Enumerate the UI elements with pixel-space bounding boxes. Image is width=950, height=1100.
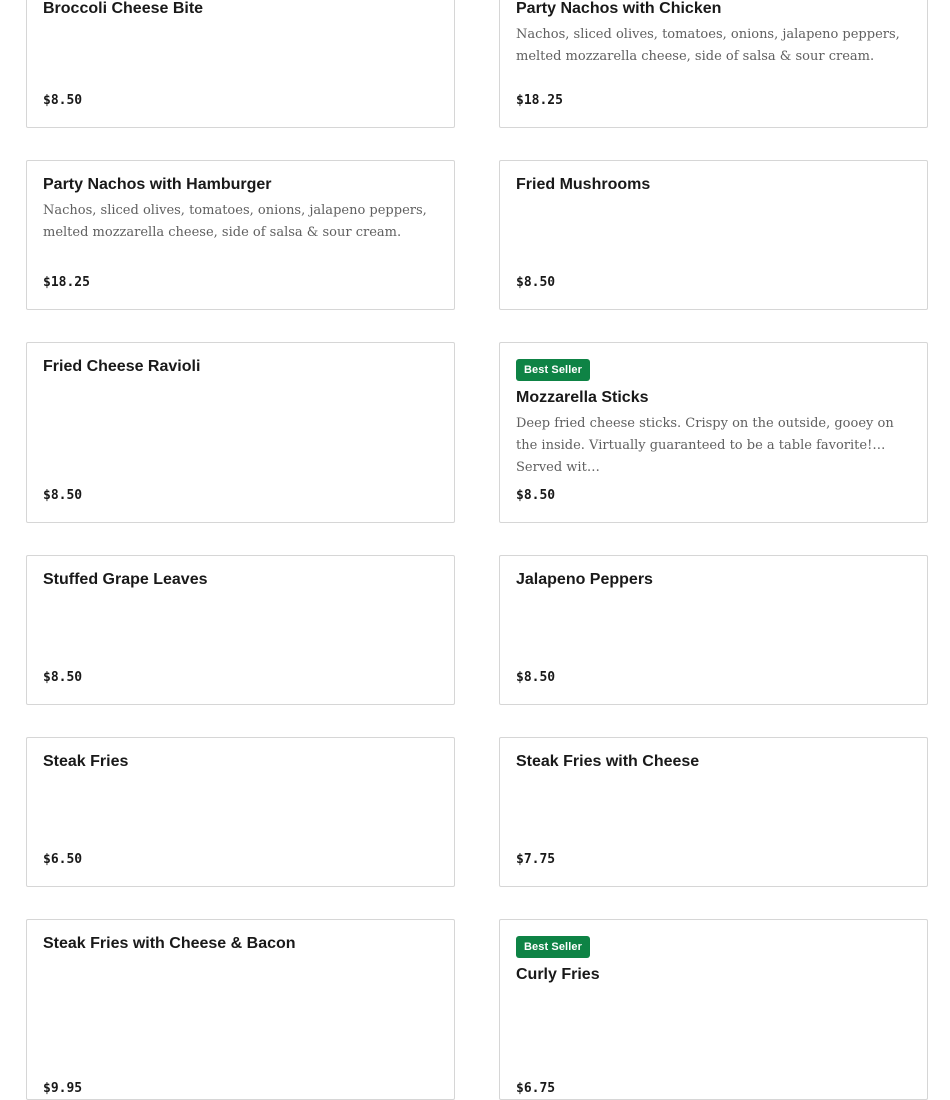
menu-item-price: $8.50 — [43, 488, 83, 503]
menu-item-price: $8.50 — [43, 670, 83, 685]
menu-item-name: Party Nachos with Hamburger — [43, 176, 272, 193]
menu-item-card[interactable] — [499, 919, 928, 1100]
menu-item-description: Nachos, sliced olives, tomatoes, onions, jalapeno peppers, melted mozzarella cheese, side of salsa & sour cream. — [43, 203, 427, 240]
menu-item-price: $18.25 — [43, 275, 90, 290]
menu-item-name: Mozzarella Sticks — [516, 389, 649, 406]
menu-item-description: Nachos, sliced olives, tomatoes, onions, jalapeno peppers, melted mozzarella cheese, side of salsa & sour cream. — [516, 27, 900, 64]
menu-item-card[interactable] — [499, 0, 928, 128]
menu-item-price: $8.50 — [516, 670, 556, 685]
menu-item-card[interactable] — [26, 0, 455, 128]
menu-item-name: Steak Fries — [43, 753, 129, 770]
menu-item-name: Party Nachos with Chicken — [516, 0, 722, 17]
menu-item-price: $9.95 — [43, 1081, 83, 1096]
menu-item-price: $7.75 — [516, 852, 556, 867]
menu-item-price: $8.50 — [516, 275, 556, 290]
menu-item-card[interactable] — [26, 342, 455, 523]
menu-item-name: Jalapeno Peppers — [516, 571, 653, 588]
menu-item-name: Fried Mushrooms — [516, 176, 651, 193]
menu-item-name: Steak Fries with Cheese & Bacon — [43, 935, 296, 952]
menu-item-name: Stuffed Grape Leaves — [43, 571, 208, 588]
menu-item-card[interactable] — [499, 342, 928, 523]
menu-item-card[interactable] — [26, 555, 455, 705]
menu-item-price: $6.75 — [516, 1081, 556, 1096]
menu-item-price: $18.25 — [516, 93, 563, 108]
menu-item-name: Steak Fries with Cheese — [516, 753, 700, 770]
menu-item-card[interactable] — [26, 737, 455, 887]
menu-item-price: $8.50 — [43, 93, 83, 108]
menu-item-card[interactable] — [499, 555, 928, 705]
menu-item-card[interactable] — [26, 160, 455, 310]
menu-item-card[interactable] — [499, 160, 928, 310]
menu-item-description: Deep fried cheese sticks. Crispy on the outside, gooey on the inside. Virtually guaranteed to be a table favorite! Served wit… — [516, 416, 894, 475]
menu-item-price: $8.50 — [516, 488, 556, 503]
menu-item-card[interactable] — [499, 737, 928, 887]
menu-item-price: $6.50 — [43, 852, 83, 867]
best-seller-badge: Best Seller — [516, 936, 590, 958]
best-seller-badge: Best Seller — [516, 359, 590, 381]
menu-item-card[interactable] — [26, 919, 455, 1100]
menu-item-name: Fried Cheese Ravioli — [43, 358, 201, 375]
menu-item-name: Broccoli Cheese Bite — [43, 0, 204, 17]
menu-item-name: Curly Fries — [516, 966, 600, 983]
